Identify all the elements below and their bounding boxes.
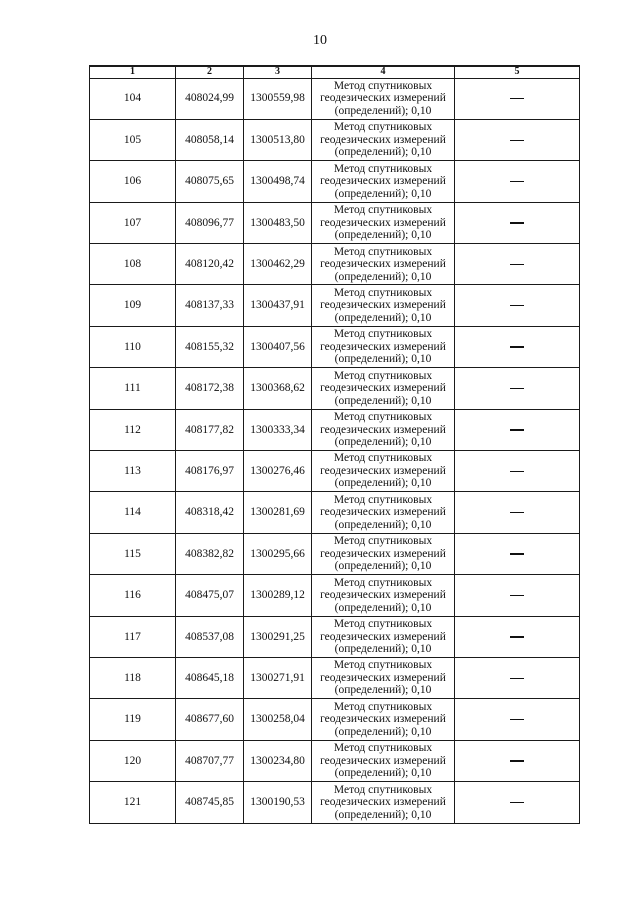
method-text-line: (определений); 0,10: [334, 643, 432, 656]
column-5-cell: [455, 451, 580, 492]
table-row: [90, 699, 580, 740]
y-coordinate-cell: 1300407,56: [244, 326, 312, 367]
method-text-line: (определений); 0,10: [334, 229, 432, 242]
point-number-cell: 108: [90, 244, 176, 285]
method-text-line: Метод спутниковых: [333, 742, 433, 755]
method-cell: [312, 409, 455, 450]
dash-icon: [510, 512, 524, 513]
method-cell: [312, 285, 455, 326]
method-cell: [312, 740, 455, 781]
method-text-line: геодезических измерений: [320, 258, 446, 270]
method-text-line: (определений); 0,10: [334, 684, 432, 697]
dash-icon: [510, 553, 524, 554]
y-coordinate-cell: 1300295,66: [244, 533, 312, 574]
column-5-cell: [455, 657, 580, 698]
point-number-cell: 109: [90, 285, 176, 326]
dash-icon: [510, 140, 524, 141]
method-cell: [312, 616, 455, 657]
x-coordinate-cell: 408137,33: [176, 285, 244, 326]
y-coordinate-cell: 1300276,46: [244, 451, 312, 492]
method-text-line: геодезических измерений: [320, 506, 446, 519]
x-coordinate-cell: 408177,82: [176, 409, 244, 450]
table-row: [90, 616, 580, 657]
method-text-line: геодезических измерений: [320, 216, 446, 229]
column-5-cell: [455, 699, 580, 740]
table-row: [90, 575, 580, 616]
column-5-cell: [455, 244, 580, 285]
y-coordinate-cell: 1300483,50: [244, 202, 312, 243]
column-5-cell: [455, 409, 580, 450]
table-row: [90, 202, 580, 243]
y-coordinate-cell: 1300333,34: [244, 409, 312, 450]
point-number-cell: 121: [90, 782, 176, 823]
x-coordinate-cell: 408645,18: [176, 657, 244, 698]
page-number: 10: [313, 33, 327, 48]
method-text-line: Метод спутниковых: [333, 783, 433, 796]
column-5-cell: [455, 782, 580, 823]
table-row: [90, 368, 580, 409]
method-text-line: (определений); 0,10: [334, 767, 432, 780]
x-coordinate-cell: 408677,60: [176, 699, 244, 740]
y-coordinate-cell: 1300281,69: [244, 492, 312, 533]
x-coordinate-cell: 408155,32: [176, 326, 244, 367]
dash-icon: [510, 760, 524, 761]
method-text-line: Метод спутниковых: [333, 369, 433, 382]
column-5-cell: [455, 575, 580, 616]
method-text-line: Метод спутниковых: [333, 659, 433, 672]
method-cell: [312, 326, 455, 367]
x-coordinate-cell: 408096,77: [176, 202, 244, 243]
method-text-line: геодезических измерений: [320, 92, 446, 105]
x-coordinate-cell: 408058,14: [176, 119, 244, 160]
y-coordinate-cell: 1300291,25: [244, 616, 312, 657]
table-header-row: [90, 66, 580, 78]
dash-icon: [510, 388, 524, 389]
y-coordinate-cell: 1300498,74: [244, 161, 312, 202]
method-text-line: геодезических измерений: [320, 464, 446, 477]
dash-icon: [510, 305, 524, 306]
method-text-line: геодезических измерений: [320, 630, 446, 643]
point-number-cell: 116: [90, 575, 176, 616]
point-number-cell: 106: [90, 161, 176, 202]
column-5-cell: [455, 119, 580, 160]
dash-icon: [510, 429, 524, 430]
y-coordinate-cell: 1300559,98: [244, 78, 312, 119]
column-header-5: 5: [455, 66, 580, 78]
method-text-line: геодезических измерений: [320, 382, 446, 395]
dash-icon: [510, 222, 524, 223]
method-text-line: геодезических измерений: [320, 547, 446, 560]
table-row: [90, 657, 580, 698]
dash-icon: [510, 471, 524, 472]
point-number-cell: 110: [90, 326, 176, 367]
column-5-cell: [455, 285, 580, 326]
method-text-line: Метод спутниковых: [333, 245, 433, 258]
method-text-line: геодезических измерений: [320, 796, 446, 809]
dash-icon: [510, 264, 524, 265]
point-number-cell: 113: [90, 451, 176, 492]
table-row: [90, 161, 580, 202]
method-text-line: Метод спутниковых: [333, 411, 433, 424]
method-text-line: геодезических измерений: [320, 754, 446, 767]
method-cell: [312, 657, 455, 698]
column-5-cell: [455, 616, 580, 657]
point-number-cell: 114: [90, 492, 176, 533]
x-coordinate-cell: 408475,07: [176, 575, 244, 616]
x-coordinate-cell: 408382,82: [176, 533, 244, 574]
table-row: [90, 285, 580, 326]
method-text-line: (определений); 0,10: [334, 394, 432, 407]
method-text-line: Метод спутниковых: [333, 204, 433, 217]
coordinates-table: [89, 65, 580, 824]
method-text-line: (определений); 0,10: [334, 146, 432, 159]
column-5-cell: [455, 533, 580, 574]
column-header-2: 2: [176, 66, 244, 78]
point-number-cell: 111: [90, 368, 176, 409]
method-text-line: Метод спутниковых: [333, 576, 433, 589]
method-text-line: (определений); 0,10: [334, 518, 432, 531]
method-cell: [312, 451, 455, 492]
table-row: [90, 409, 580, 450]
point-number-cell: 112: [90, 409, 176, 450]
point-number-cell: 115: [90, 533, 176, 574]
method-text-line: геодезических измерений: [320, 671, 446, 684]
method-text-line: Метод спутниковых: [333, 328, 433, 341]
method-cell: [312, 575, 455, 616]
y-coordinate-cell: 1300234,80: [244, 740, 312, 781]
method-cell: [312, 782, 455, 823]
y-coordinate-cell: 1300289,12: [244, 575, 312, 616]
method-text-line: (определений); 0,10: [334, 601, 432, 614]
method-text-line: (определений); 0,10: [334, 270, 432, 283]
method-text-line: Метод спутниковых: [333, 121, 433, 134]
table-body: [90, 78, 580, 823]
method-cell: [312, 492, 455, 533]
method-cell: [312, 119, 455, 160]
x-coordinate-cell: 408024,99: [176, 78, 244, 119]
y-coordinate-cell: 1300462,29: [244, 244, 312, 285]
x-coordinate-cell: 408172,38: [176, 368, 244, 409]
method-text-line: (определений); 0,10: [334, 725, 432, 738]
x-coordinate-cell: 408176,97: [176, 451, 244, 492]
table-row: [90, 244, 580, 285]
method-text-line: Метод спутниковых: [333, 618, 433, 631]
method-text-line: (определений); 0,10: [334, 187, 432, 200]
method-cell: [312, 161, 455, 202]
point-number-cell: 105: [90, 119, 176, 160]
table-row: [90, 492, 580, 533]
method-cell: [312, 533, 455, 574]
table-row: [90, 533, 580, 574]
dash-icon: [510, 678, 524, 679]
table-row: [90, 782, 580, 823]
dash-icon: [510, 181, 524, 182]
method-text-line: геодезических измерений: [320, 713, 446, 726]
x-coordinate-cell: 408537,08: [176, 616, 244, 657]
point-number-cell: 119: [90, 699, 176, 740]
point-number-cell: 107: [90, 202, 176, 243]
column-header-3: 3: [244, 66, 312, 78]
method-text-line: (определений); 0,10: [334, 477, 432, 490]
x-coordinate-cell: 408707,77: [176, 740, 244, 781]
table-row: [90, 740, 580, 781]
column-5-cell: [455, 78, 580, 119]
column-5-cell: [455, 161, 580, 202]
y-coordinate-cell: 1300437,91: [244, 285, 312, 326]
column-5-cell: [455, 202, 580, 243]
method-text-line: геодезических измерений: [320, 175, 446, 188]
method-text-line: Метод спутниковых: [333, 286, 433, 299]
method-text-line: геодезических измерений: [320, 133, 446, 146]
column-5-cell: [455, 740, 580, 781]
column-5-cell: [455, 326, 580, 367]
column-header-4: 4: [312, 66, 455, 78]
method-text-line: (определений); 0,10: [334, 560, 432, 573]
method-text-line: Метод спутниковых: [333, 535, 433, 548]
method-text-line: (определений); 0,10: [334, 104, 432, 117]
table-row: [90, 451, 580, 492]
point-number-cell: 104: [90, 78, 176, 119]
method-text-line: (определений); 0,10: [334, 436, 432, 449]
table-row: [90, 326, 580, 367]
x-coordinate-cell: 408318,42: [176, 492, 244, 533]
column-5-cell: [455, 368, 580, 409]
dash-icon: [510, 636, 524, 637]
dash-icon: [510, 346, 524, 347]
dash-icon: [510, 595, 524, 596]
method-text-line: (определений); 0,10: [334, 808, 432, 821]
method-text-line: геодезических измерений: [320, 589, 446, 602]
table-row: [90, 119, 580, 160]
y-coordinate-cell: 1300258,04: [244, 699, 312, 740]
point-number-cell: 118: [90, 657, 176, 698]
dash-icon: [510, 802, 524, 803]
x-coordinate-cell: 408120,42: [176, 244, 244, 285]
dash-icon: [510, 719, 524, 720]
x-coordinate-cell: 408075,65: [176, 161, 244, 202]
y-coordinate-cell: 1300368,62: [244, 368, 312, 409]
x-coordinate-cell: 408745,85: [176, 782, 244, 823]
method-text-line: (определений); 0,10: [334, 353, 432, 366]
column-5-cell: [455, 492, 580, 533]
method-text-line: геодезических измерений: [320, 340, 446, 353]
method-cell: [312, 202, 455, 243]
y-coordinate-cell: 1300190,53: [244, 782, 312, 823]
method-text-line: геодезических измерений: [320, 423, 446, 436]
dash-icon: [510, 98, 524, 99]
method-text-line: (определений); 0,10: [334, 311, 432, 324]
method-text-line: Метод спутниковых: [333, 493, 433, 506]
y-coordinate-cell: 1300271,91: [244, 657, 312, 698]
method-cell: [312, 699, 455, 740]
method-text-line: Метод спутниковых: [333, 79, 433, 92]
y-coordinate-cell: 1300513,80: [244, 119, 312, 160]
column-header-1: 1: [90, 66, 176, 78]
method-text-line: геодезических измерений: [320, 299, 446, 312]
table-row: [90, 78, 580, 119]
point-number-cell: 117: [90, 616, 176, 657]
method-cell: [312, 244, 455, 285]
method-text-line: Метод спутниковых: [333, 700, 433, 713]
method-text-line: Метод спутниковых: [333, 162, 433, 175]
method-cell: [312, 368, 455, 409]
point-number-cell: 120: [90, 740, 176, 781]
method-cell: [312, 78, 455, 119]
method-text-line: Метод спутниковых: [333, 452, 433, 465]
